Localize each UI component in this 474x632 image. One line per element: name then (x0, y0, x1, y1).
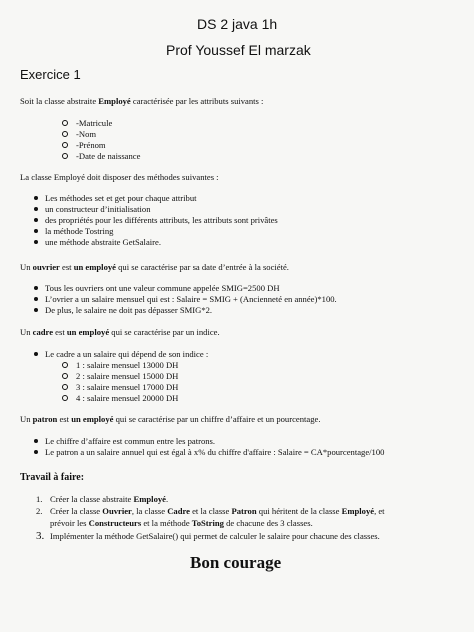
list-item (34, 305, 337, 316)
patron-paragraph (20, 414, 320, 425)
bullet-icon (34, 207, 38, 211)
method-text: des propriétés pour les différents attributs, les attributs sont privâtes (45, 215, 278, 225)
cadre-indice-list (62, 360, 178, 404)
indice-text: 1 : salaire mensuel 13000 DH (76, 360, 179, 370)
ouvrier-paragraph (20, 262, 289, 273)
task-bold-ouvrier: Ouvrier (102, 506, 132, 516)
task-text: , et (374, 506, 385, 516)
method-text: la méthode Tostring (45, 226, 114, 236)
intro-text: Soit la classe abstraite (20, 96, 99, 106)
method-text: un constructeur d’initialisation (45, 204, 151, 214)
attribute-text: -Matricule (76, 118, 113, 128)
circle-bullet-icon (62, 142, 68, 148)
patron-text: Un (20, 414, 33, 424)
list-item (34, 283, 337, 294)
circle-bullet-icon (62, 131, 68, 137)
bullet-icon (34, 352, 38, 356)
task-bold-constructeurs: Constructeurs (88, 518, 142, 528)
indice-text: 4 : salaire mensuel 20000 DH (76, 393, 179, 403)
cadre-text: Un (20, 327, 33, 337)
task-bold: Employé (133, 494, 166, 504)
patron-bold: patron (32, 414, 58, 424)
task-text: , la classe (131, 506, 168, 516)
task-2 (36, 506, 385, 517)
task-text: de chacune des 3 classes. (223, 518, 313, 528)
task-bold-employe: Employé (341, 506, 375, 516)
list-item (34, 204, 278, 215)
methods-list (34, 193, 278, 248)
patron-item-text: Le patron a un salaire annuel qui est égal à x% du chiffre d'affaire : Salaire = CA*pourcentage/100 (45, 447, 385, 457)
circle-bullet-icon (62, 395, 68, 401)
intro-text-end: caractérisée par les attributs suivants : (130, 96, 264, 106)
task-bold-tostring: ToString (191, 518, 224, 528)
intro-paragraph (20, 96, 263, 107)
closing-text: Bon courage (190, 553, 282, 572)
bullet-icon (34, 439, 38, 443)
cadre-text-end: qui se caractérise par un indice. (109, 327, 220, 337)
exercise-heading: Exercice 1 (20, 67, 81, 82)
list-item (62, 393, 178, 404)
cadre-item-text: Le cadre a un salaire qui dépend de son indice : (45, 349, 209, 359)
intro-bold-class: Employé (98, 96, 131, 106)
ouvrier-list (34, 283, 337, 316)
methods-intro: La classe Employé doit disposer des méthodes suivantes : (20, 172, 219, 182)
ouvrier-item-text: L’ovrier a un salaire mensuel qui est : Salaire = SMIG + (Ancienneté en année)*100. (45, 294, 337, 304)
attribute-list (62, 118, 140, 162)
document-title: DS 2 java 1h (197, 16, 278, 32)
circle-bullet-icon (62, 153, 68, 159)
cadre-bold-employe: un employé (66, 327, 110, 337)
task-2-line-2 (50, 518, 313, 529)
bullet-icon (34, 240, 38, 244)
cadre-text-mid: est (53, 327, 67, 337)
list-item (62, 129, 140, 140)
list-item (62, 371, 178, 382)
bullet-icon (34, 450, 38, 454)
professor-name: Prof Youssef El marzak (166, 42, 311, 58)
list-item (34, 436, 384, 447)
list-item (62, 118, 140, 129)
ouvrier-text: Un (20, 262, 33, 272)
patron-text-mid: est (57, 414, 72, 424)
list-item (34, 237, 278, 248)
circle-bullet-icon (62, 120, 68, 126)
ouvrier-text-mid: est (59, 262, 74, 272)
patron-text-end: qui se caractérise par un chiffre d’affaire et un pourcentage. (113, 414, 321, 424)
task-1 (36, 494, 168, 505)
cadre-item (34, 349, 208, 360)
task-text: prévoir les (50, 518, 89, 528)
circle-bullet-icon (62, 384, 68, 390)
list-item (34, 294, 337, 305)
patron-list (34, 436, 384, 458)
cadre-paragraph (20, 327, 220, 338)
list-item (34, 447, 384, 458)
attribute-text: -Prénom (76, 140, 106, 150)
task-number: 3. (36, 530, 45, 542)
ouvrier-item-text: De plus, le salaire ne doit pas dépasser SMIG*2. (45, 305, 213, 315)
task-text: Créer la classe (50, 506, 103, 516)
task-3 (36, 531, 380, 542)
bullet-icon (34, 196, 38, 200)
list-item (62, 360, 178, 371)
task-bold-patron: Patron (231, 506, 257, 516)
bullet-icon (34, 286, 38, 290)
circle-bullet-icon (62, 362, 68, 368)
method-text: une méthode abstraite GetSalaire. (45, 237, 161, 247)
task-text: Créer la classe abstraite (50, 494, 134, 504)
attribute-text: -Date de naissance (76, 151, 141, 161)
patron-bold-employe: un employé (71, 414, 114, 424)
ouvrier-bold: ouvrier (32, 262, 60, 272)
method-text: Les méthodes set et get pour chaque attribut (45, 193, 197, 203)
task-text: et la méthode (141, 518, 192, 528)
task-number: 1. (36, 494, 43, 504)
task-text-end: . (165, 494, 169, 504)
travail-heading: Travail à faire: (20, 472, 85, 483)
list-item (34, 226, 278, 237)
list-item (34, 193, 278, 204)
list-item (34, 215, 278, 226)
task-bold-cadre: Cadre (167, 506, 190, 516)
task-text: et la classe (189, 506, 232, 516)
list-item (62, 140, 140, 151)
circle-bullet-icon (62, 373, 68, 379)
bullet-icon (34, 297, 38, 301)
task-text: Implémenter la méthode GetSalaire() qui permet de calculer le salaire pour chacune des classes. (50, 531, 380, 541)
list-item (62, 382, 178, 393)
list-item (62, 151, 140, 162)
bullet-icon (34, 308, 38, 312)
ouvrier-text-end: qui se caractérise par sa date d’entrée à la société. (115, 262, 289, 272)
task-number: 2. (36, 506, 43, 516)
bullet-icon (34, 229, 38, 233)
bullet-icon (34, 218, 38, 222)
ouvrier-item-text: Tous les ouvriers ont une valeur commune appelée SMIG=2500 DH (45, 283, 280, 293)
attribute-text: -Nom (76, 129, 97, 139)
cadre-bold: cadre (32, 327, 54, 337)
indice-text: 2 : salaire mensuel 15000 DH (76, 371, 179, 381)
patron-item-text: Le chiffre d’affaire est commun entre les patrons. (45, 436, 216, 446)
ouvrier-bold-employe: un employé (73, 262, 116, 272)
task-text: qui héritent de la classe (256, 506, 342, 516)
indice-text: 3 : salaire mensuel 17000 DH (76, 382, 179, 392)
